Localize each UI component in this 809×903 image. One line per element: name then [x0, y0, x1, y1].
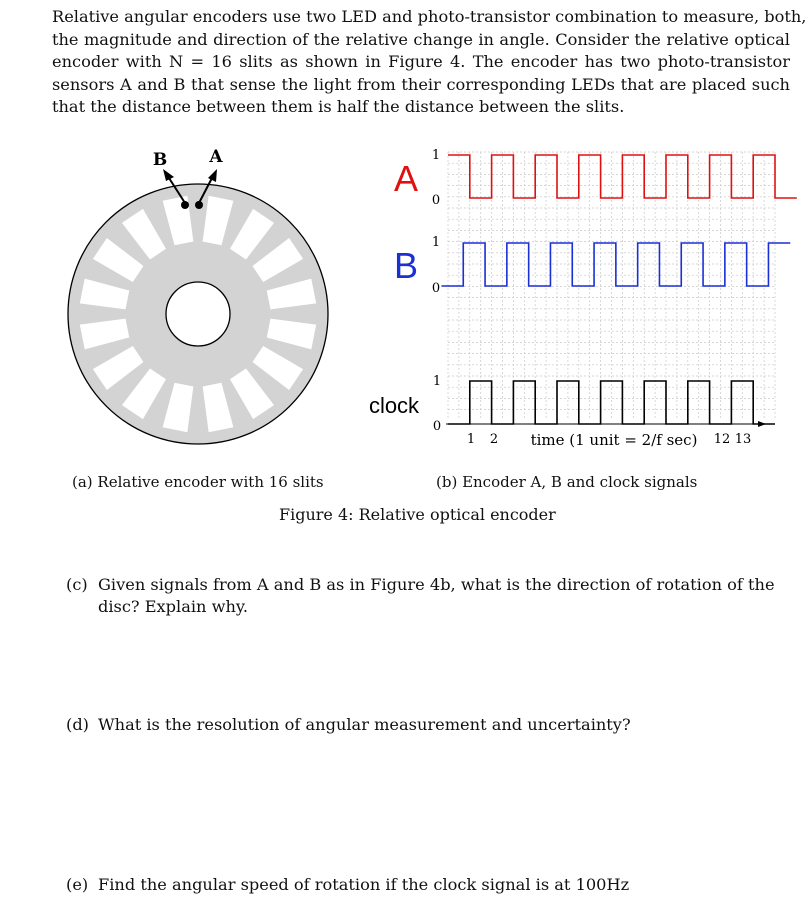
question-text: What is the resolution of angular measurement and uncertainty? [98, 715, 631, 734]
clock-high-label: 1 [432, 374, 442, 389]
intro-line: encoder with N = 16 slits as shown in Figure 4. The encoder has two photo-transistor [52, 52, 790, 71]
signal-b-waveform [441, 243, 790, 286]
signal-b-low-label: 0 [431, 281, 441, 296]
tick-label-12: 12 [713, 432, 731, 447]
sensor-a-arrowhead [208, 169, 217, 182]
signal-b-high-label: 1 [431, 235, 441, 250]
signal-a-high-label: 1 [431, 148, 441, 163]
question-text: Given signals from A and B as in Figure 4b, what is the direction of rotation of the [98, 575, 775, 594]
signal-plots [358, 140, 798, 460]
signal-a-low-label: 0 [431, 193, 441, 208]
signal-a-waveform [448, 155, 797, 198]
clock-label: clock [368, 393, 420, 418]
tick-label-2: 2 [489, 432, 499, 447]
intro-line: sensors A and B that sense the light from their corresponding LEDs that are placed such [52, 74, 790, 94]
tick-label-1: 1 [466, 432, 476, 447]
tick-label-13: 13 [734, 432, 752, 447]
time-axis-arrow [758, 421, 766, 427]
question-c [66, 574, 788, 618]
sensor-a-dot [195, 201, 203, 209]
question-text: Find the angular speed of rotation if the clock signal is at 100Hz [98, 875, 630, 894]
encoder-disc [68, 184, 328, 444]
question-text: disc? Explain why. [98, 597, 249, 616]
sensor-b-dot [181, 201, 189, 209]
question-label: (c) [66, 575, 88, 594]
question-label: (e) [66, 875, 89, 894]
disc-hub [166, 282, 230, 346]
question-e [66, 874, 788, 896]
sensor-a-label: A [209, 147, 223, 167]
intro-line: Relative angular encoders use two LED and photo-transistor combination to measure, both, [52, 7, 807, 26]
encoder-disc-figure [50, 140, 350, 470]
signal-a-label: A [393, 158, 419, 199]
intro-line: the magnitude and direction of the relative change in angle. Consider the relative optical [52, 29, 790, 49]
time-axis-label: time (1 unit = 2/f sec) [530, 431, 698, 449]
sensor-b-label: B [152, 150, 168, 170]
sensor-b-arrowhead [163, 169, 174, 181]
intro-paragraph [52, 6, 807, 119]
signal-b-label: B [393, 245, 419, 286]
subcaption-a: (a) Relative encoder with 16 slits [72, 473, 324, 491]
question-d [66, 714, 788, 736]
subcaption-b: (b) Encoder A, B and clock signals [436, 473, 698, 491]
intro-line: that the distance between them is half the distance between the slits. [52, 97, 625, 116]
figure-caption: Figure 4: Relative optical encoder [279, 505, 556, 524]
clock-low-label: 0 [432, 419, 442, 434]
question-label: (d) [66, 715, 89, 734]
